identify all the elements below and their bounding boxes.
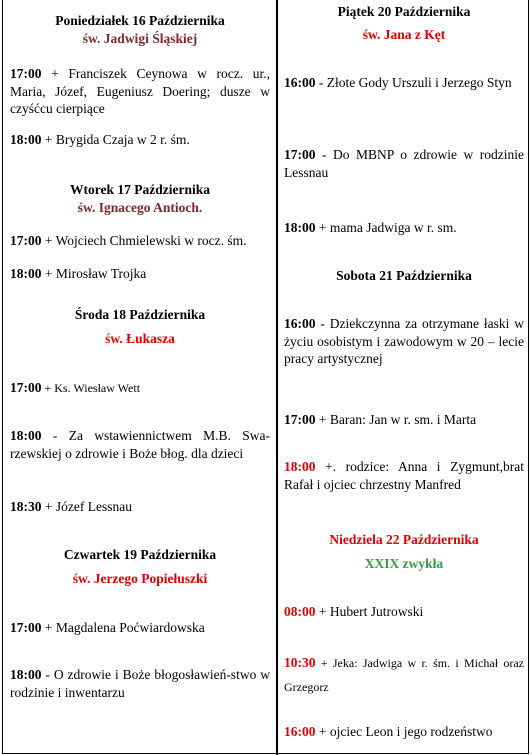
mass-time: 16:00 (284, 316, 316, 331)
mass-text: + Wojciech Chmielewski w rocz. śm. (41, 233, 247, 248)
saint-tuesday: św. Ignacego Antioch. (77, 200, 203, 215)
mass-text: + Brygida Czaja w 2 r. śm. (41, 132, 190, 147)
mass-text: + mama Jadwiga w r. sm. (315, 220, 457, 235)
mass-text: + Jeka: Jadwiga w r. śm. i Michał oraz Grzegorz (284, 656, 524, 694)
day-header-thursday: Czwartek 19 Października (63, 547, 217, 562)
mass-time: 17:00 (10, 620, 42, 635)
mass-text: - Do MBNP o zdrowie w rodzinie Lessnau (284, 147, 524, 180)
mass-entry (284, 74, 524, 92)
mass-entry (284, 315, 524, 368)
mass-time: 18:00 (10, 132, 42, 147)
mass-entry (10, 498, 270, 516)
saint-wednesday: św. Łukasza (105, 331, 175, 346)
mass-entry (284, 651, 524, 699)
mass-entry (284, 603, 524, 621)
mass-time: 17:00 (10, 66, 42, 81)
mass-entry (284, 458, 524, 493)
mass-text: + Józef Lessnau (41, 499, 132, 514)
mass-text: + ojciec Leon i jego rodzeństwo (315, 724, 493, 739)
mass-text: + Mirosław Trojka (41, 266, 147, 281)
day-header-wednesday: Środa 18 Października (74, 307, 206, 322)
mass-text: + Hubert Jutrowski (315, 604, 424, 619)
mass-time: 10:30 (284, 655, 316, 670)
mass-entry (10, 379, 270, 398)
mass-time: 18:00 (10, 266, 42, 281)
saint-thursday: św. Jerzego Popiełuszki (72, 571, 208, 586)
mass-text: +. rodzice: Anna i Zygmunt,brat Rafał i ojciec chrzestny Manfred (284, 459, 524, 492)
mass-time: 17:00 (10, 380, 42, 395)
mass-time: 16:00 (284, 75, 316, 90)
day-header-saturday: Sobota 21 Października (336, 268, 472, 283)
mass-entry (284, 411, 524, 429)
column-divider (276, 0, 278, 755)
day-header-tuesday: Wtorek 17 Października (70, 182, 210, 197)
mass-time: 18:00 (10, 667, 42, 682)
mass-entry (10, 265, 270, 283)
mass-entry (284, 146, 524, 181)
saint-friday: św. Jana z Kęt (362, 27, 446, 42)
mass-text: + Franciszek Ceynowa w rocz. ur., Maria, Józef, Eugeniusz Doering; dusze w czyśćcu cierpiące (10, 66, 270, 116)
mass-text: - Dziekczynna za otrzymane łaski w życiu osobistym i zawodowym w 20 – lecie pracy artystycznej (284, 316, 524, 366)
mass-text: + Ks. Wiesław Wett (41, 381, 141, 395)
mass-text: - Za wstawiennictwem M.B. Swa-rzewskiej o zdrowie i Boże błog. dla dzieci (10, 428, 270, 461)
day-header-sunday: Niedziela 22 Października (329, 532, 479, 547)
day-header-friday: Piątek 20 Października (337, 4, 471, 19)
mass-time: 18:00 (10, 428, 42, 443)
day-header-monday: Poniedziałek 16 Października (55, 13, 225, 28)
mass-entry (10, 427, 270, 462)
mass-time: 17:00 (10, 233, 42, 248)
mass-entry (10, 65, 270, 118)
saint-sunday: XXIX zwykła (364, 556, 444, 571)
mass-entry (10, 131, 270, 149)
mass-text: + Baran: Jan w r. sm. i Marta (315, 412, 477, 427)
mass-text: - Złote Gody Urszuli i Jerzego Styn (315, 75, 512, 90)
mass-text: - O zdrowie i Boże błogosławień-stwo w rodzinie i inwentarzu (10, 667, 270, 700)
mass-entry (284, 219, 524, 237)
mass-time: 18:30 (10, 499, 42, 514)
mass-time: 18:00 (284, 459, 316, 474)
mass-text: + Magdalena Poćwiardowska (41, 620, 205, 635)
mass-entry (10, 232, 270, 250)
saint-monday: św. Jadwigi Śląskiej (82, 31, 198, 46)
mass-time: 17:00 (284, 412, 316, 427)
mass-time: 08:00 (284, 604, 316, 619)
mass-time: 17:00 (284, 147, 316, 162)
mass-entry (284, 723, 524, 741)
mass-time: 16:00 (284, 724, 316, 739)
mass-time: 18:00 (284, 220, 316, 235)
mass-entry (10, 619, 270, 637)
mass-entry (10, 666, 270, 701)
